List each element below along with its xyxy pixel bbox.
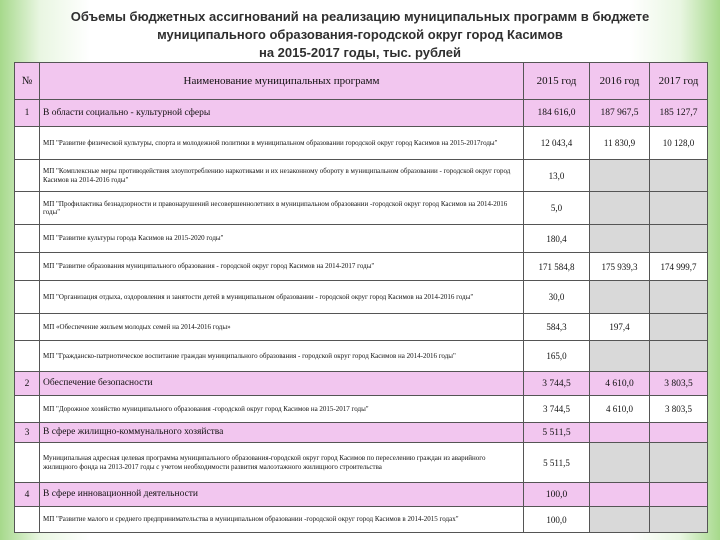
table-row [15,100,708,127]
value-2015: 165,0 [524,341,590,372]
table-row [15,225,708,253]
row-name: МП "Развитие малого и среднего предпринимательства в муниципальном образовании -городской округ город Касимов в 2014-2015 годах" [40,507,524,533]
row-name: МП "Развитие физической культуры, спорта и молодежной политики в муниципальном образовании городской округ город Касимов на 2015-2017годы" [40,127,524,160]
row-number [15,341,40,372]
title-line-2: муниципального образования-городской округ город Касимов [157,27,563,42]
value-2017 [650,314,708,341]
value-2016 [590,443,650,483]
table-row [15,423,708,443]
row-name: Муниципальная адресная целевая программа муниципального образования-городской округ город Касимов по переселению граждан из аварийного жилищного фонда на 2013-2017 годы с учетом необходимости развития малоэтажного жилищного строительства [40,443,524,483]
value-2017 [650,507,708,533]
value-2017 [650,225,708,253]
row-name: Обеспечение безопасности [40,372,524,396]
row-name: В области социально - культурной сферы [40,100,524,127]
value-2017 [650,423,708,443]
header-no: № [15,63,40,100]
row-number [15,443,40,483]
row-number: 4 [15,483,40,507]
value-2016 [590,507,650,533]
row-name: В сфере жилищно-коммунального хозяйства [40,423,524,443]
value-2015: 30,0 [524,281,590,314]
row-name: МП "Гражданско-патриотическое воспитание граждан муниципального образования - городской округ город Касимов на 2014-2016 годы" [40,341,524,372]
value-2017: 174 999,7 [650,253,708,281]
table-row [15,160,708,192]
value-2017 [650,443,708,483]
row-number [15,281,40,314]
value-2016: 187 967,5 [590,100,650,127]
value-2017 [650,281,708,314]
row-number [15,507,40,533]
title-line-1: Объемы бюджетных ассигнований на реализацию муниципальных программ в бюджете [70,9,650,24]
value-2016 [590,192,650,225]
row-name: МП "Организация отдыха, оздоровления и занятости детей в муниципальном образовании - городской округ город Касимов на 2014-2016 годы" [40,281,524,314]
value-2016: 197,4 [590,314,650,341]
value-2016: 4 610,0 [590,396,650,423]
value-2015: 5 511,5 [524,443,590,483]
row-name: МП "Профилактика безнадзорности и правонарушений несовершеннолетних в муниципальном образовании -городской округ город Касимов на 2014-2016 годы" [40,192,524,225]
row-number: 2 [15,372,40,396]
value-2015: 13,0 [524,160,590,192]
row-name: В сфере инновационной деятельности [40,483,524,507]
row-number [15,253,40,281]
table-row [15,443,708,483]
value-2015: 584,3 [524,314,590,341]
table-row [15,507,708,533]
table-row [15,483,708,507]
value-2016: 11 830,9 [590,127,650,160]
table-row [15,253,708,281]
table-header-row [15,63,708,100]
table-row [15,281,708,314]
row-number [15,396,40,423]
row-number [15,160,40,192]
row-number [15,225,40,253]
page-title [60,8,660,62]
table-row [15,372,708,396]
value-2017 [650,160,708,192]
value-2017 [650,192,708,225]
value-2015: 3 744,5 [524,372,590,396]
value-2016: 4 610,0 [590,372,650,396]
value-2016 [590,341,650,372]
row-number [15,192,40,225]
row-number [15,314,40,341]
value-2016 [590,225,650,253]
value-2015: 100,0 [524,507,590,533]
header-2016: 2016 год [590,63,650,100]
row-name: МП "Комплексные меры противодействия злоупотреблению наркотиками и их незаконному обороту в муниципальном образовании - городской округ город Касимов на 2014-2016 годы" [40,160,524,192]
header-2017: 2017 год [650,63,708,100]
value-2017: 10 128,0 [650,127,708,160]
value-2015: 12 043,4 [524,127,590,160]
header-2015: 2015 год [524,63,590,100]
table-row [15,341,708,372]
value-2016 [590,281,650,314]
table-row [15,192,708,225]
value-2017 [650,483,708,507]
value-2015: 3 744,5 [524,396,590,423]
row-name: МП «Обеспечение жильем молодых семей на 2014-2016 годы» [40,314,524,341]
row-number: 1 [15,100,40,127]
value-2015: 180,4 [524,225,590,253]
budget-table [14,62,708,533]
table-row [15,314,708,341]
value-2016 [590,483,650,507]
value-2015: 184 616,0 [524,100,590,127]
value-2015: 171 584,8 [524,253,590,281]
value-2015: 5,0 [524,192,590,225]
table-row [15,396,708,423]
value-2017: 3 803,5 [650,396,708,423]
row-name: МП "Дорожное хозяйство муниципального образования -городской округ город Касимов на 2015-2017 годы" [40,396,524,423]
table-row [15,127,708,160]
value-2015: 100,0 [524,483,590,507]
value-2016 [590,423,650,443]
value-2017 [650,341,708,372]
value-2017: 185 127,7 [650,100,708,127]
row-name: МП "Развитие образования муниципального образования - городской округ город Касимов на 2014-2017 годы" [40,253,524,281]
value-2016 [590,160,650,192]
title-line-3: на 2015-2017 годы, тыс. рублей [258,45,461,60]
row-number: 3 [15,423,40,443]
row-number [15,127,40,160]
value-2015: 5 511,5 [524,423,590,443]
value-2017: 3 803,5 [650,372,708,396]
row-name: МП "Развитие культуры города Касимов на 2015-2020 годы" [40,225,524,253]
header-name: Наименование муниципальных программ [40,63,524,100]
value-2016: 175 939,3 [590,253,650,281]
